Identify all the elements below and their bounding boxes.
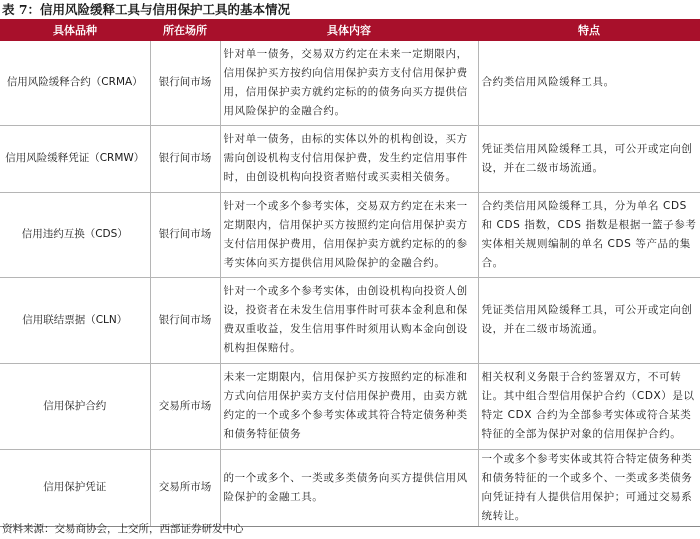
product-cell: 信用保护凭证 xyxy=(0,449,150,526)
table-row xyxy=(0,363,700,449)
product-cell: 信用联结票据（CLN） xyxy=(0,277,150,363)
feature-cell: 凭证类信用风险缓释工具，可公开或定向创设，并在二级市场流通。 xyxy=(478,125,700,192)
content-cell: 未来一定期限内，信用保护买方按照约定的标准和方式向信用保护卖方支付信用保护费用，由卖方就约定的一个或多个参考实体或其符合特定债务种类和债务特征债务 xyxy=(220,363,478,449)
header-row xyxy=(0,19,700,41)
table-row xyxy=(0,192,700,277)
content-cell: 针对一个或多个参考实体，交易双方约定在未来一定期限内，信用保护买方按照约定向信用保护卖方支付信用保护费用，信用保护卖方就约定标的的参考实体向买方提供信用风险保护的金融合约。 xyxy=(220,192,478,277)
comparison-table xyxy=(0,19,700,527)
venue-cell: 银行间市场 xyxy=(150,277,220,363)
product-cell: 信用风险缓释合约（CRMA） xyxy=(0,41,150,125)
table-row xyxy=(0,41,700,125)
venue-cell: 银行间市场 xyxy=(150,41,220,125)
product-cell: 信用违约互换（CDS） xyxy=(0,192,150,277)
table-row xyxy=(0,277,700,363)
content-cell: 针对单一债务，由标的实体以外的机构创设，买方需向创设机构支付信用保护费，发生约定信用事件时，由创设机构向投资者赔付或买卖相关债务。 xyxy=(220,125,478,192)
feature-cell: 相关权利义务限于合约签署双方，不可转让。其中组合型信用保护合约（CDX）是以特定 CDX 合约为全部参考实体或符合某类特征的全部为保护对象的信用保护合约。 xyxy=(478,363,700,449)
venue-cell: 银行间市场 xyxy=(150,192,220,277)
feature-cell: 合约类信用风险缓释工具。 xyxy=(478,41,700,125)
source-note: 资料来源：交易商协会，上交所，西部证券研发中心 xyxy=(2,523,244,535)
feature-cell: 一个或多个参考实体或其符合特定债务种类和债务特征的一个或多个、一类或多类债务向凭证持有人提供信用保护；可通过交易系统转让。 xyxy=(478,449,700,526)
table-row xyxy=(0,449,700,526)
table-title: 表 7：信用风险缓释工具与信用保护工具的基本情况 xyxy=(2,2,291,17)
venue-cell: 银行间市场 xyxy=(150,125,220,192)
content-cell: 针对单一债务，交易双方约定在未来一定期限内，信用保护买方按约向信用保护卖方支付信用保护费用，信用保护卖方就约定标的的债务向买方提供信用风险保护的金融合约。 xyxy=(220,41,478,125)
venue-cell: 交易所市场 xyxy=(150,449,220,526)
header-feature: 特点 xyxy=(478,19,700,41)
header-content: 具体内容 xyxy=(220,19,478,41)
product-cell: 信用风险缓释凭证（CRMW） xyxy=(0,125,150,192)
table-row xyxy=(0,125,700,192)
header-product: 具体品种 xyxy=(0,19,150,41)
feature-cell: 合约类信用风险缓释工具，分为单名 CDS 和 CDS 指数，CDS 指数是根据一篮子参考实体相关规则编制的单名 CDS 等产品的集合。 xyxy=(478,192,700,277)
content-cell: 针对一个或多个参考实体，由创设机构向投资人创设，投资者在未发生信用事件时可获本金利息和保费双重收益，发生信用事件时须用认购本金向创设机构担保赔付。 xyxy=(220,277,478,363)
product-cell: 信用保护合约 xyxy=(0,363,150,449)
venue-cell: 交易所市场 xyxy=(150,363,220,449)
content-cell: 的一个或多个、一类或多类债务向买方提供信用风险保护的金融工具。 xyxy=(220,449,478,526)
header-venue: 所在场所 xyxy=(150,19,220,41)
feature-cell: 凭证类信用风险缓释工具，可公开或定向创设，并在二级市场流通。 xyxy=(478,277,700,363)
